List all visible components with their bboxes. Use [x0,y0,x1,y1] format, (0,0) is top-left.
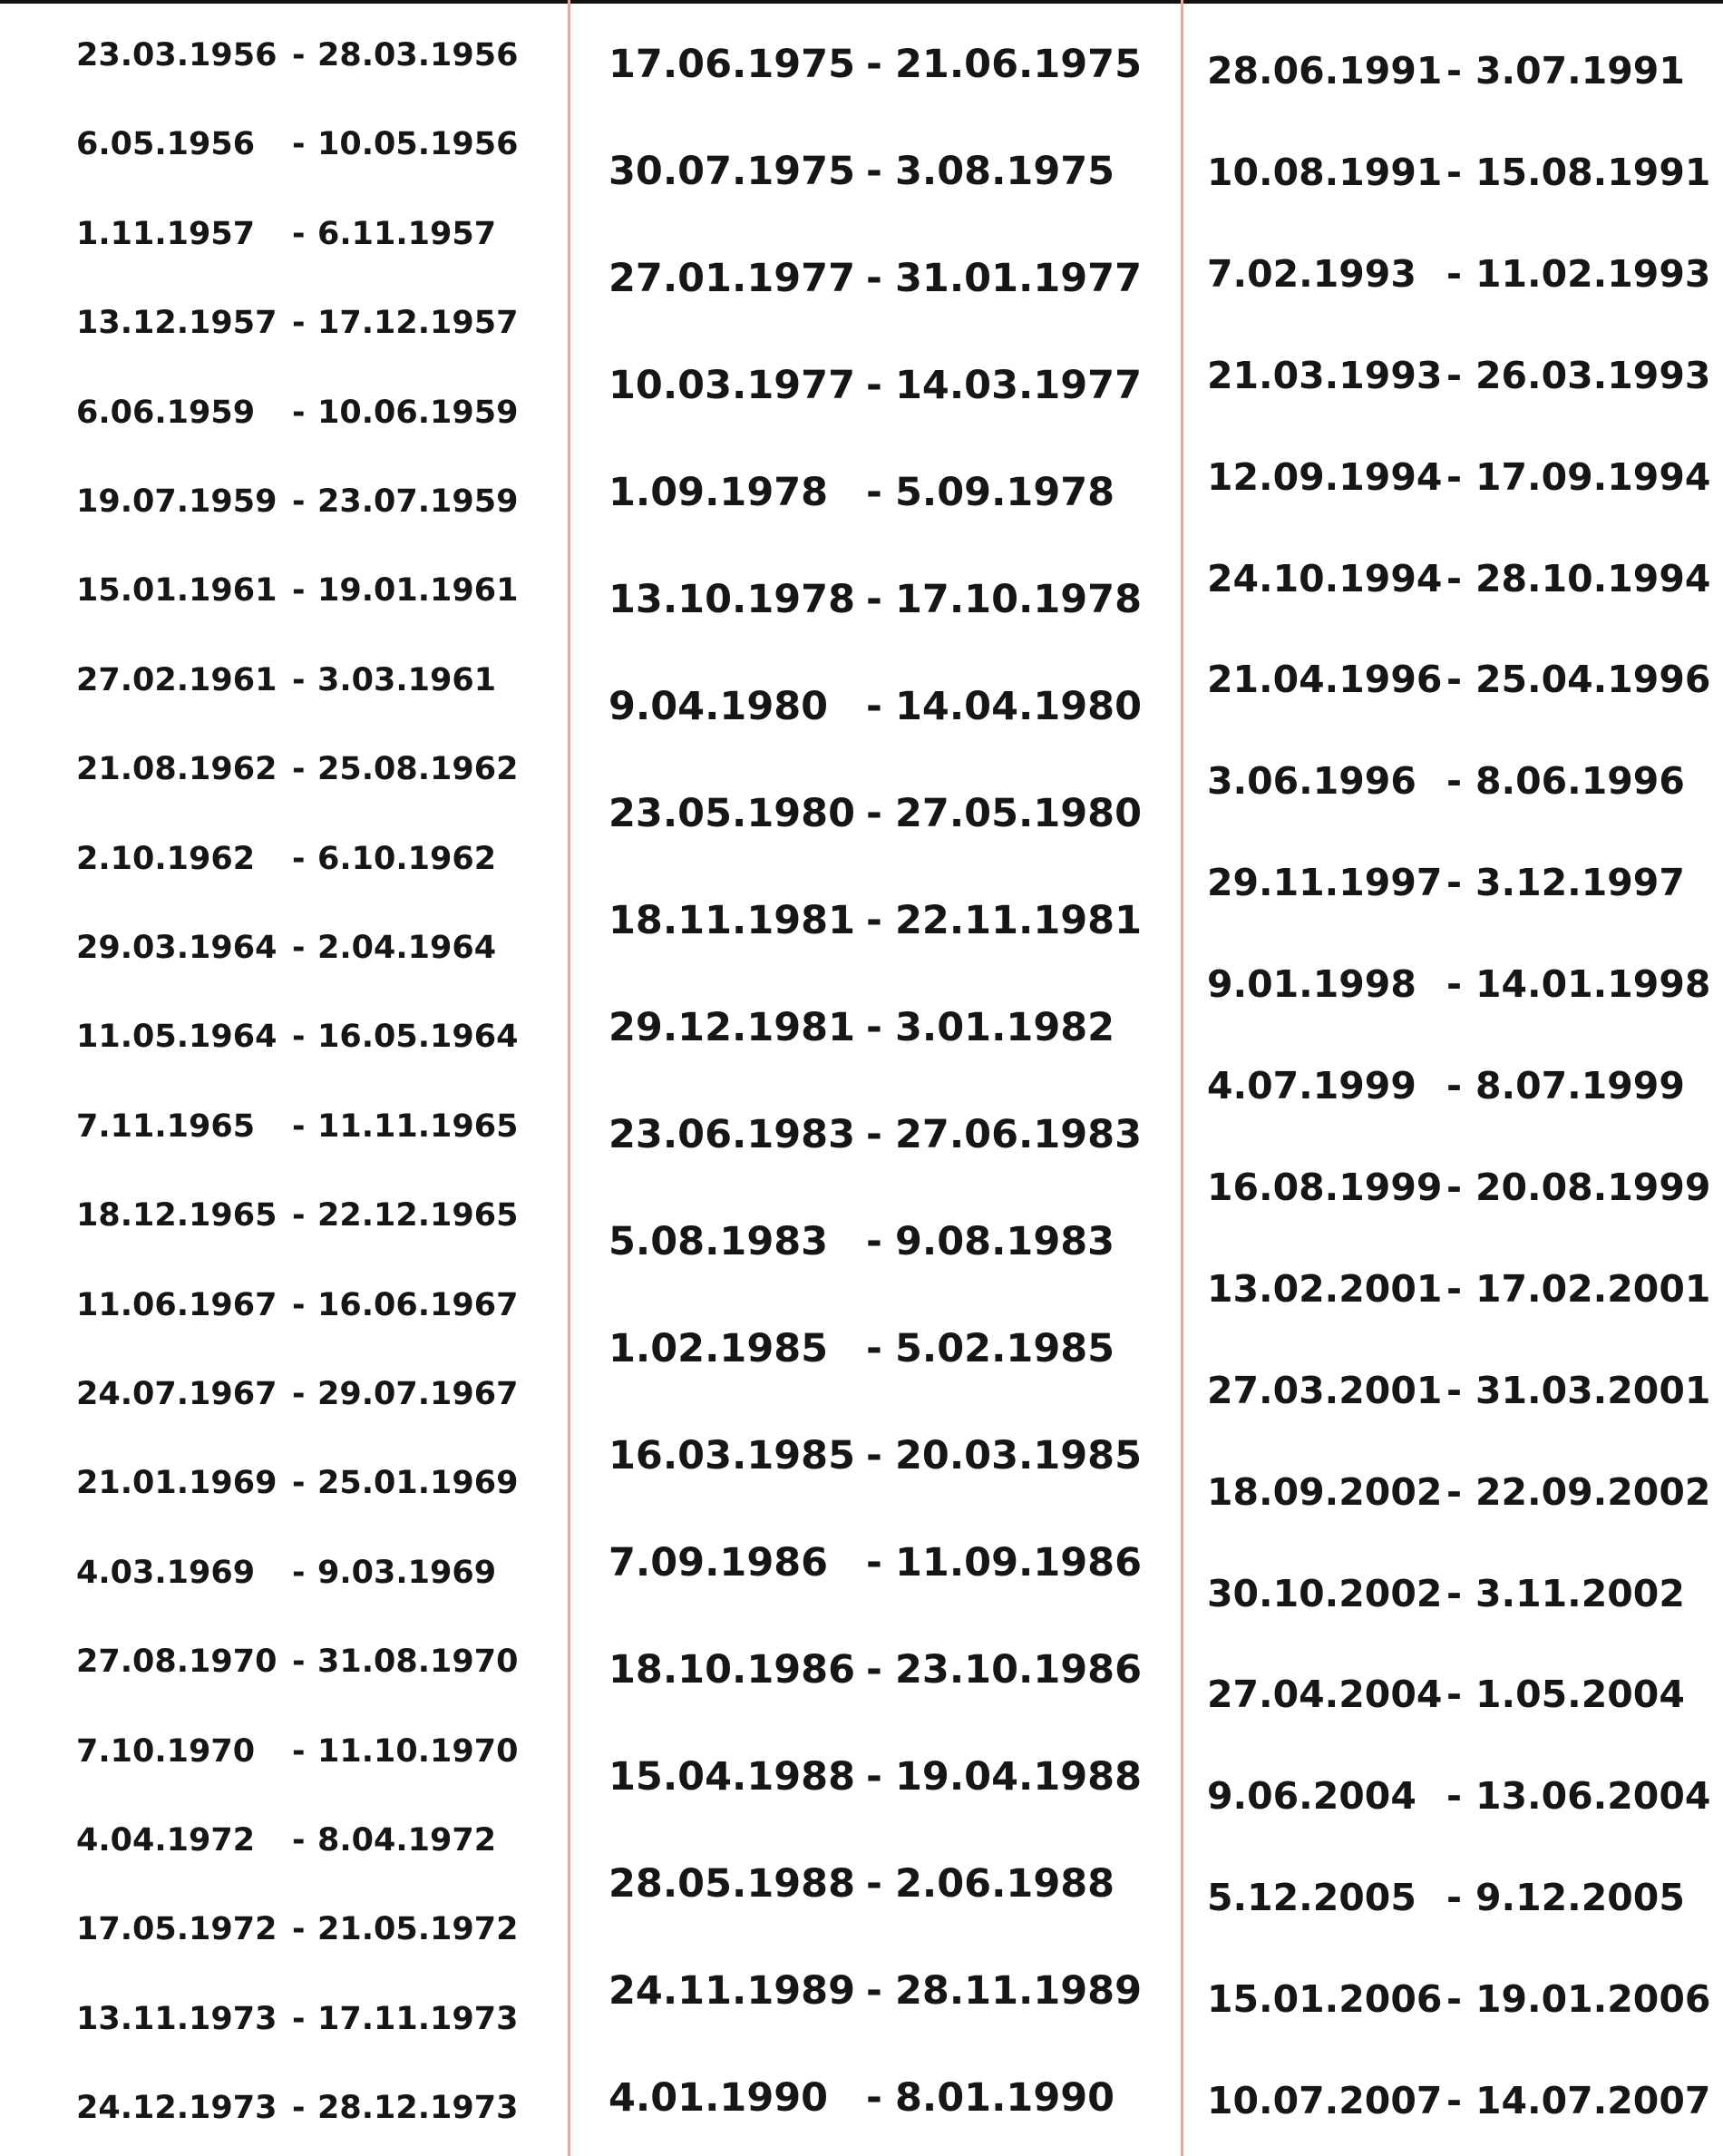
date-range-row [570,1723,1181,1830]
start-date: 16.08.1999 [1207,1165,1443,1209]
range-separator: - [1446,1673,1463,1717]
range-separator: - [866,577,882,622]
end-date: 5.09.1978 [895,470,1115,515]
range-separator: - [866,1861,882,1907]
range-separator: - [866,1968,882,2014]
date-range-row [1183,1644,1723,1745]
end-date: 20.08.1999 [1475,1165,1711,1209]
range-separator: - [866,1326,882,1371]
end-date: 19.01.1961 [317,572,519,610]
end-date: 1.05.2004 [1475,1673,1685,1717]
start-date: 27.08.1970 [76,1644,277,1681]
date-range-row [0,1350,568,1439]
start-date: 13.10.1978 [608,577,856,622]
end-date: 27.06.1983 [895,1112,1143,1157]
start-date: 28.06.1991 [1207,49,1443,93]
range-separator: - [1446,1368,1463,1412]
start-date: 13.02.2001 [1207,1266,1443,1311]
date-range-row [1183,325,1723,426]
date-range-row [570,546,1181,653]
start-date: 4.03.1969 [76,1554,256,1591]
end-date: 25.08.1962 [317,751,519,788]
end-date: 17.12.1957 [317,305,519,342]
start-date: 6.06.1959 [76,394,256,431]
end-date: 14.03.1977 [895,363,1143,408]
date-range-row [0,278,568,367]
range-separator: - [1446,1774,1463,1819]
date-range-row [0,546,568,635]
start-date: 18.09.2002 [1207,1469,1443,1514]
date-range-row [0,1617,568,1706]
end-date: 8.01.1990 [895,2075,1115,2121]
start-date: 27.03.2001 [1207,1368,1443,1412]
end-date: 25.01.1969 [317,1465,519,1502]
end-date: 3.11.2002 [1475,1571,1685,1615]
range-separator: - [1446,49,1463,93]
end-date: 9.03.1969 [317,1554,497,1591]
date-range-row [0,100,568,189]
date-range-row [1183,933,1723,1035]
end-date: 25.04.1996 [1475,658,1711,702]
date-range-row [1183,1948,1723,2050]
range-separator: - [866,684,882,729]
range-separator: - [866,256,882,301]
range-separator: - [292,1019,306,1056]
end-date: 11.09.1986 [895,1540,1143,1585]
date-range-row [1183,528,1723,629]
date-range-row [0,903,568,992]
date-range-row [0,1885,568,1974]
start-date: 1.09.1978 [608,470,829,515]
end-date: 14.07.2007 [1475,2079,1711,2122]
end-date: 23.10.1986 [895,1647,1143,1693]
range-separator: - [292,840,306,877]
end-date: 28.10.1994 [1475,556,1711,600]
end-date: 11.11.1965 [317,1107,519,1145]
date-range-row [570,1830,1181,1937]
start-date: 11.06.1967 [76,1286,277,1323]
range-separator: - [1446,1165,1463,1209]
range-separator: - [866,363,882,408]
start-date: 10.07.2007 [1207,2079,1443,2122]
start-date: 30.10.2002 [1207,1571,1443,1615]
range-separator: - [292,2000,306,2037]
end-date: 3.03.1961 [317,661,497,698]
start-date: 23.06.1983 [608,1112,856,1157]
end-date: 17.11.1973 [317,2000,519,2037]
range-separator: - [866,1433,882,1478]
date-range-row [570,653,1181,760]
start-date: 24.12.1973 [76,2090,277,2127]
start-date: 6.05.1956 [76,126,256,163]
start-date: 27.04.2004 [1207,1673,1443,1717]
range-separator: - [292,394,306,431]
range-separator: - [1446,861,1463,905]
start-date: 1.11.1957 [76,215,256,252]
range-separator: - [866,791,882,836]
end-date: 8.07.1999 [1475,1064,1685,1107]
start-date: 29.11.1997 [1207,861,1443,905]
end-date: 21.06.1975 [895,42,1143,87]
date-range-row [570,118,1181,225]
range-separator: - [1446,556,1463,600]
date-range-row [1183,1340,1723,1441]
start-date: 5.08.1983 [608,1219,829,1264]
date-range-row [570,1081,1181,1188]
range-separator: - [292,1286,306,1323]
date-range-row [570,332,1181,439]
start-date: 10.03.1977 [608,363,856,408]
end-date: 28.11.1989 [895,1968,1143,2014]
range-separator: - [292,1554,306,1591]
end-date: 3.12.1997 [1475,861,1685,905]
end-date: 14.01.1998 [1475,962,1711,1007]
date-range-row [0,368,568,457]
range-separator: - [1446,353,1463,397]
end-date: 19.04.1988 [895,1754,1143,1800]
date-range-row [0,457,568,546]
start-date: 21.03.1993 [1207,353,1443,397]
start-date: 2.10.1962 [76,840,256,877]
range-separator: - [292,751,306,788]
end-date: 29.07.1967 [317,1376,519,1412]
range-separator: - [292,215,306,252]
range-separator: - [292,572,306,610]
date-range-row [1183,2050,1723,2151]
start-date: 28.05.1988 [608,1861,856,1907]
start-date: 7.11.1965 [76,1107,256,1145]
start-date: 7.10.1970 [76,1732,256,1770]
start-date: 15.04.1988 [608,1754,856,1800]
date-range-row [0,2063,568,2152]
date-range-row [570,760,1181,867]
range-separator: - [866,1112,882,1157]
start-date: 19.07.1959 [76,483,277,520]
date-range-row [570,439,1181,546]
start-date: 7.02.1993 [1207,251,1416,296]
date-range-row [0,1082,568,1171]
start-date: 24.07.1967 [76,1376,277,1412]
start-date: 18.10.1986 [608,1647,856,1693]
end-date: 2.04.1964 [317,930,497,966]
date-range-row [0,1707,568,1796]
date-range-row [1183,1543,1723,1644]
start-date: 9.04.1980 [608,684,829,729]
range-separator: - [292,930,306,966]
range-separator: - [1446,658,1463,702]
range-separator: - [292,661,306,698]
end-date: 17.02.2001 [1475,1266,1711,1311]
date-range-row [0,992,568,1081]
start-date: 10.08.1991 [1207,150,1443,194]
range-separator: - [866,1540,882,1585]
date-range-row [570,867,1181,974]
start-date: 17.05.1972 [76,1911,277,1948]
range-separator: - [292,1822,306,1858]
start-date: 23.03.1956 [76,37,277,73]
range-separator: - [866,149,882,194]
start-date: 9.06.2004 [1207,1774,1416,1819]
range-separator: - [866,1754,882,1800]
end-date: 9.12.2005 [1475,1876,1685,1920]
date-range-row [570,1937,1181,2044]
range-separator: - [1446,2079,1463,2122]
start-date: 27.02.1961 [76,661,277,698]
end-date: 10.05.1956 [317,126,519,163]
date-range-row [570,2044,1181,2151]
date-range-row [0,636,568,725]
end-date: 10.06.1959 [317,394,519,431]
end-date: 11.02.1993 [1475,251,1711,296]
end-date: 28.12.1973 [317,2090,519,2127]
end-date: 28.03.1956 [317,37,519,73]
end-date: 2.06.1988 [895,1861,1115,1907]
date-range-row [1183,730,1723,832]
date-range-row [0,725,568,814]
start-date: 21.01.1969 [76,1465,277,1502]
range-separator: - [1446,1469,1463,1514]
date-range-row [0,1171,568,1260]
range-separator: - [866,898,882,943]
start-date: 7.09.1986 [608,1540,829,1585]
end-date: 26.03.1993 [1475,353,1711,397]
range-separator: - [1446,1876,1463,1920]
range-separator: - [1446,251,1463,296]
end-date: 31.03.2001 [1475,1368,1711,1412]
range-separator: - [292,1107,306,1145]
date-range-row [570,1188,1181,1295]
start-date: 18.12.1965 [76,1197,277,1234]
date-range-row [0,11,568,100]
range-separator: - [1446,1977,1463,2022]
start-date: 4.07.1999 [1207,1064,1416,1107]
start-date: 23.05.1980 [608,791,856,836]
range-separator: - [1446,1571,1463,1615]
date-range-row [1183,629,1723,730]
range-separator: - [292,1911,306,1948]
range-separator: - [292,1465,306,1502]
end-date: 22.09.2002 [1475,1469,1711,1514]
end-date: 13.06.2004 [1475,1774,1711,1819]
start-date: 29.03.1964 [76,930,277,966]
range-separator: - [292,1376,306,1412]
start-date: 15.01.1961 [76,572,277,610]
date-range-row [1183,1035,1723,1137]
end-date: 19.01.2006 [1475,1977,1711,2022]
range-separator: - [292,1197,306,1234]
end-date: 8.04.1972 [317,1822,497,1858]
end-date: 31.08.1970 [317,1644,519,1681]
start-date: 30.07.1975 [608,149,856,194]
end-date: 3.07.1991 [1475,49,1685,93]
end-date: 17.10.1978 [895,577,1143,622]
start-date: 13.12.1957 [76,305,277,342]
range-separator: - [866,1219,882,1264]
end-date: 3.08.1975 [895,149,1115,194]
date-range-row [0,1796,568,1885]
range-separator: - [292,37,306,73]
end-date: 9.08.1983 [895,1219,1115,1264]
end-date: 17.09.1994 [1475,454,1711,499]
range-separator: - [1446,1064,1463,1107]
start-date: 21.04.1996 [1207,658,1443,702]
date-range-row [0,1261,568,1350]
end-date: 14.04.1980 [895,684,1143,729]
range-separator: - [292,2090,306,2127]
date-range-row [570,11,1181,118]
start-date: 27.01.1977 [608,256,856,301]
date-range-row [1183,426,1723,528]
range-separator: - [292,483,306,520]
end-date: 15.08.1991 [1475,150,1711,194]
date-range-row [570,1509,1181,1616]
range-separator: - [292,305,306,342]
end-date: 23.07.1959 [317,483,519,520]
date-range-row [0,190,568,278]
start-date: 4.04.1972 [76,1822,256,1858]
start-date: 18.11.1981 [608,898,856,943]
date-range-row [0,1975,568,2063]
start-date: 4.01.1990 [608,2075,829,2121]
end-date: 16.05.1964 [317,1019,519,1056]
date-range-row [570,1295,1181,1402]
end-date: 6.11.1957 [317,215,497,252]
range-separator: - [292,126,306,163]
range-separator: - [1446,759,1463,804]
date-range-row [1183,1847,1723,1948]
start-date: 15.01.2006 [1207,1977,1443,2022]
date-range-row [1183,20,1723,122]
end-date: 3.01.1982 [895,1005,1115,1050]
range-separator: - [292,1644,306,1681]
date-range-row [570,974,1181,1081]
range-separator: - [866,2075,882,2121]
range-separator: - [1446,1266,1463,1311]
start-date: 16.03.1985 [608,1433,856,1478]
end-date: 16.06.1967 [317,1286,519,1323]
end-date: 6.10.1962 [317,840,497,877]
date-range-row [1183,1137,1723,1238]
start-date: 11.05.1964 [76,1019,277,1056]
top-border-line [0,0,1723,4]
date-range-row [0,1528,568,1617]
date-range-row [1183,1745,1723,1847]
end-date: 8.06.1996 [1475,759,1685,804]
start-date: 3.06.1996 [1207,759,1416,804]
end-date: 11.10.1970 [317,1732,519,1770]
start-date: 12.09.1994 [1207,454,1443,499]
date-range-row [1183,122,1723,223]
end-date: 22.12.1965 [317,1197,519,1234]
date-range-row [570,1402,1181,1509]
start-date: 9.01.1998 [1207,962,1416,1007]
range-separator: - [866,470,882,515]
range-separator: - [866,1005,882,1050]
start-date: 24.10.1994 [1207,556,1443,600]
end-date: 27.05.1980 [895,791,1143,836]
date-range-row [0,815,568,903]
date-range-row [1183,832,1723,933]
start-date: 21.08.1962 [76,751,277,788]
date-range-row [1183,1238,1723,1340]
date-range-row [0,1439,568,1527]
start-date: 13.11.1973 [76,2000,277,2037]
start-date: 29.12.1981 [608,1005,856,1050]
start-date: 1.02.1985 [608,1326,829,1371]
date-range-row [570,225,1181,332]
range-separator: - [1446,150,1463,194]
start-date: 24.11.1989 [608,1968,856,2014]
range-separator: - [1446,454,1463,499]
range-separator: - [1446,962,1463,1007]
start-date: 5.12.2005 [1207,1876,1416,1920]
end-date: 20.03.1985 [895,1433,1143,1478]
date-range-row [570,1616,1181,1723]
end-date: 22.11.1981 [895,898,1143,943]
range-separator: - [866,42,882,87]
end-date: 31.01.1977 [895,256,1143,301]
start-date: 17.06.1975 [608,42,856,87]
range-separator: - [292,1732,306,1770]
range-separator: - [866,1647,882,1693]
date-range-row [1183,1441,1723,1543]
date-range-row [1183,223,1723,325]
end-date: 5.02.1985 [895,1326,1115,1371]
end-date: 21.05.1972 [317,1911,519,1948]
